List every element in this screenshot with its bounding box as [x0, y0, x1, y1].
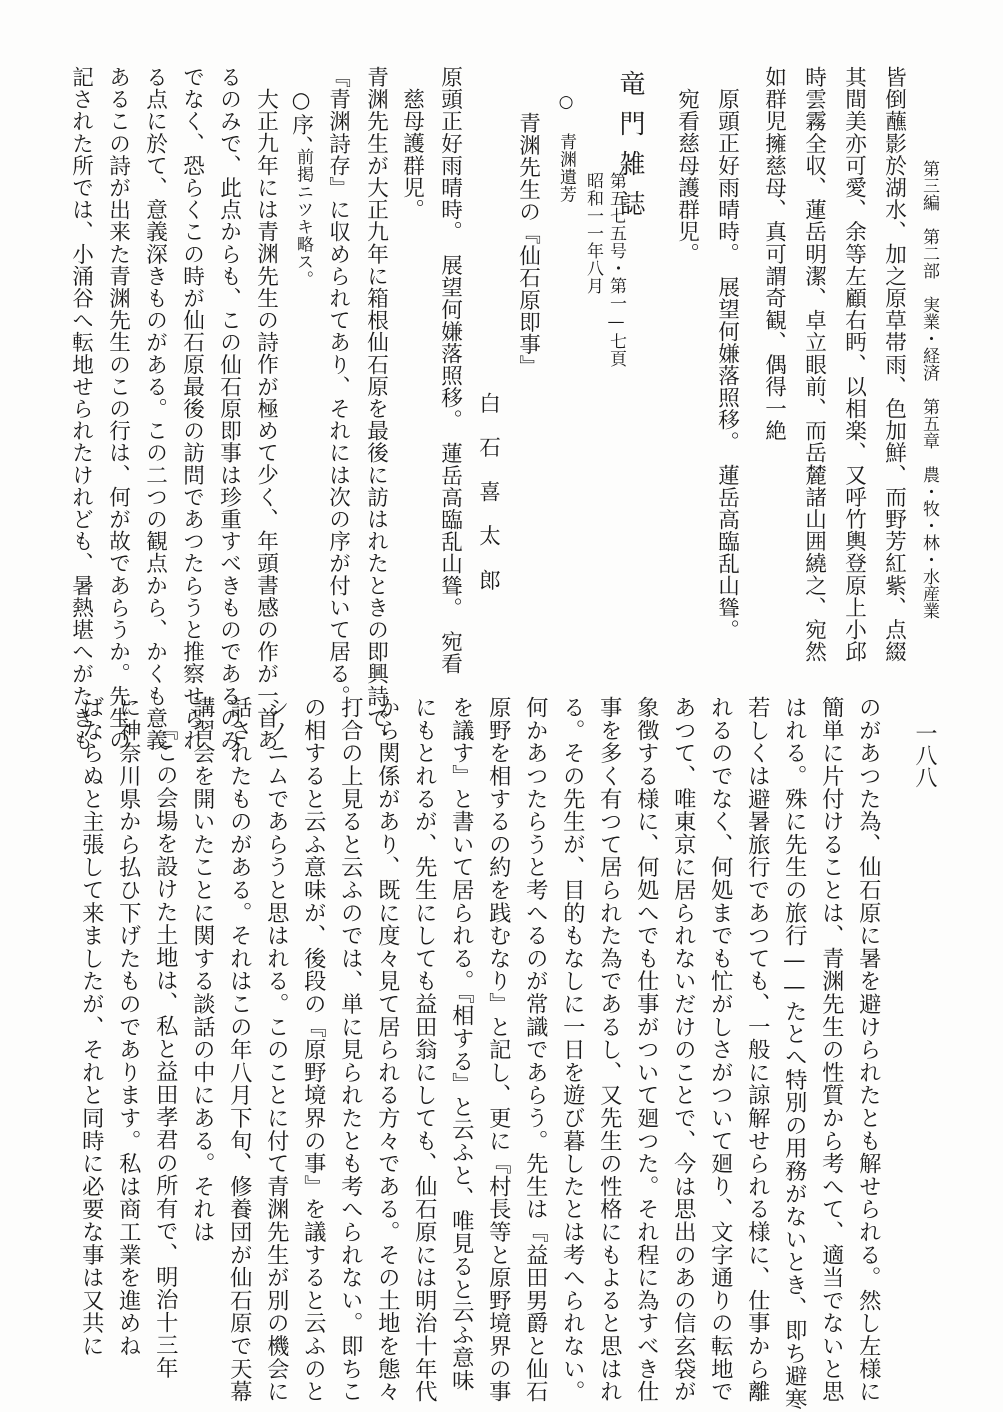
quoted-poem-line: 宛看慈母護群児。: [674, 88, 700, 265]
prose-line: 『青渊詩存』に収められてあり、それには次の序が付いて居る。: [325, 66, 351, 707]
poem-continuation-line: 其間美亦可愛、余等左顧右眄、以相楽、又呼竹輿登原上小邱: [841, 66, 867, 663]
author-name: 白 石 喜 太 郎: [475, 392, 501, 591]
issue-date: 昭和一一年八月: [583, 172, 603, 295]
body-line: 何かあつたらうと考へるのが常識であらう。先生は『益田男爵と仙石: [522, 696, 549, 1403]
page-number: 一八八: [912, 722, 937, 788]
poem-continuation-line: 皆倒蘸影於湖水、加之原草帯雨、色加鮮、而野芳紅紫、点綴: [881, 66, 907, 663]
poem-verse: 原頭正好雨晴時。 展望何嫌落照移。 蓮岳高臨乱山聳。 宛看: [437, 66, 463, 675]
body-line: のがあつた為、仙石原に暑を避けられたとも解せられる。然し左様に: [855, 696, 882, 1403]
body-line: から関係があり、既に度々見て居られる方々である。その土地を態々: [374, 696, 401, 1403]
body-line: 事を多く有つて居られた為であるし、又先生の性格にもよると思はれ: [596, 696, 623, 1403]
body-line: にもとれるが、先生にしても益田翁にしても、仙石原には明治十年代: [411, 696, 438, 1403]
prose-line: るのみで、此点からも、この仙石原即事は珍重すべきものであるのみ: [216, 66, 242, 752]
body-line: あつて、唯東京に居られないだけのことで、今は思出のあの信玄袋が: [670, 696, 697, 1403]
body-line: を議す』と書いて居られる。『相する』と云ふと、唯見ると云ふ意味: [448, 696, 475, 1392]
prose-line: る点に於て、意義深きものがある。この二つの観点から、かくも意義: [142, 66, 168, 752]
running-header: 第三編 第二部 実業・経済 第五章 農・牧・林・水産業: [919, 160, 939, 619]
prose-line: でなく、恐らくこの時が仙石原最後の訪問であつたらうと推察せられ: [179, 66, 205, 752]
prose-line: あるこの詩が出来た青渊先生のこの行は、何が故であらうか。先生の: [105, 66, 131, 752]
prose-line: 記された所では、小涌谷へ転地せられたけれども、暑熱堪へがたきも: [68, 66, 94, 752]
body-line: の相すると云ふ意味が、後段の『原野境界の事』を議すると云ふのと: [300, 696, 327, 1403]
magazine-title: 竜門雑誌: [615, 70, 645, 230]
body-line: 若しくは避暑旅行であつても、一般に諒解せられる様に、仕事から離: [744, 696, 771, 1403]
body-line: れるのでなく、何処までも忙がしさがついて廻り、文字通りの転地で: [707, 696, 734, 1403]
body-line: はれる。殊に先生の旅行——たとへ特別の用務がないとき、即ち避寒: [781, 696, 808, 1411]
quote-line: に神奈川県から払ひ下げたものであります。私は商工業を進めね: [115, 696, 142, 1358]
poem-continuation-line: 時雲霧全収、蓮岳明潔、卓立眼前、而岳麓諸山囲繞之、宛然: [801, 66, 827, 663]
prose-line: 大正九年には青渊先生の詩作が極めて少く、年頭書感の作が一首あ: [253, 88, 279, 751]
poem-verse: 慈母護群児。: [399, 88, 425, 221]
quote-line: 『この会場を設けた土地は、私と益田孝君の所有で、明治十三年: [152, 718, 179, 1380]
body-line: 話されたものがある。それはこの年八月下旬、修養団が仙石原で天幕: [226, 696, 253, 1403]
body-line: る。その先生が、目的もなしに一日を遊び暮したとは考へられない。: [559, 696, 586, 1403]
body-line: 象徴する様に、何処へでも仕事がついて廻つた。それ程に為すべき仕: [633, 696, 660, 1403]
body-line: 簡単に片付けることは、青渊先生の性質から考へて、適当でないと思: [818, 696, 845, 1403]
section-marker: ○ 青渊遺芳: [556, 92, 576, 203]
prose-line: 青渊先生が大正九年に箱根仙石原を最後に訪はれたときの即興詩で、: [363, 66, 389, 752]
preface-label: ○序、: [288, 88, 314, 158]
body-line: 打合の上見ると云ふのでは、単に見られたとも考へられない。即ちこ: [337, 696, 364, 1403]
quoted-poem-line: 原頭正好雨晴時。 展望何嫌落照移。 蓮岳高臨乱山聳。: [714, 88, 740, 641]
preface-note: 前掲ニツキ略ス。: [293, 148, 313, 288]
issue-number: 第五七五号・第一—七頁: [606, 172, 626, 368]
body-line: 講習会を開いたことに関する談話の中にある。それは: [189, 696, 216, 1244]
body-line: 原野を相するの約を践むなり』と記し、更に『村長等と原野境界の事: [485, 696, 512, 1403]
poem-continuation-line: 如群児擁慈母、真可謂奇観、偶得一絶: [761, 66, 787, 442]
quote-line: ばならぬと主張して来ましたが、それと同時に必要な事は又共に: [78, 696, 105, 1358]
body-line: シノニムであらうと思はれる。このことに付て青渊先生が別の機会に: [263, 696, 290, 1403]
article-title: 青渊先生の『仙石原即事』: [515, 112, 541, 378]
